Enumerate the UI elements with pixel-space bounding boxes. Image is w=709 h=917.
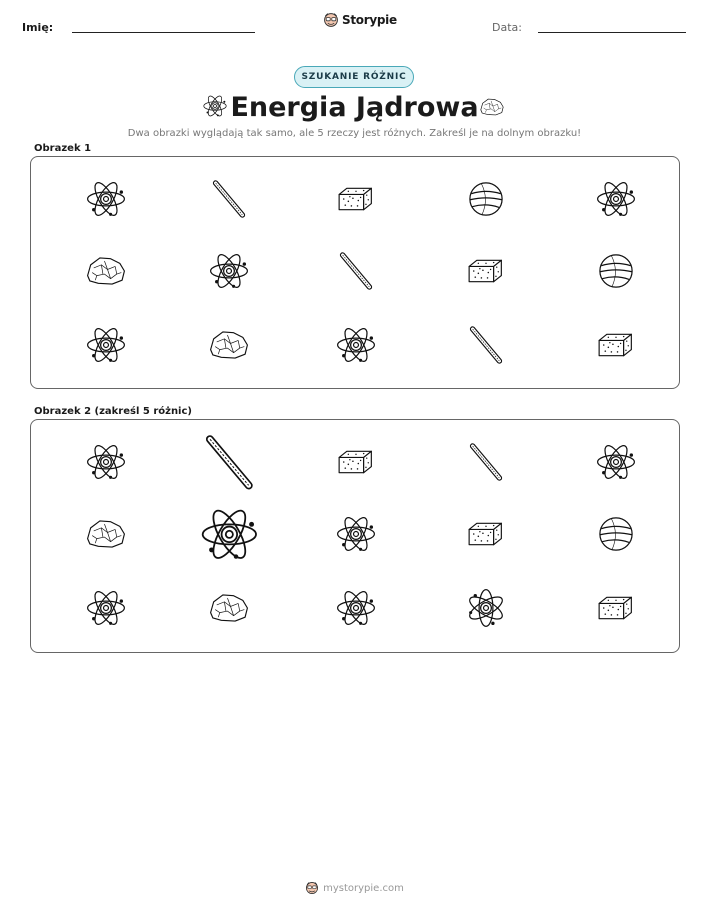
picture2-label: Obrazek 2 (zakreśl 5 różnic) <box>34 406 192 417</box>
sphere-icon <box>593 248 639 294</box>
atom-icon[interactable] <box>593 439 639 485</box>
picture2-panel[interactable] <box>30 419 680 653</box>
brick-icon <box>463 248 509 294</box>
instructions: Dwa obrazki wyglądają tak samo, ale 5 rzeczy jest różnych. Zakreśl je na dolnym obrazku! <box>127 128 582 139</box>
atom-icon[interactable] <box>196 501 263 568</box>
rock-icon <box>477 93 507 121</box>
brand-name: Storypie <box>342 13 397 27</box>
brick-icon <box>333 176 379 222</box>
sphere-icon <box>463 176 509 222</box>
mascot-icon <box>323 12 339 28</box>
mascot-icon <box>305 881 319 895</box>
name-label: Imię: <box>22 21 54 34</box>
atom-icon <box>593 176 639 222</box>
worksheet-type-badge: SZUKANIE RÓŻNIC <box>294 66 414 88</box>
atom-icon[interactable] <box>333 511 379 557</box>
rock-icon <box>83 248 129 294</box>
atom-icon[interactable] <box>83 439 129 485</box>
rock-icon[interactable] <box>83 511 129 557</box>
brick-icon <box>593 322 639 368</box>
atom-icon <box>206 248 252 294</box>
picture1-panel <box>30 156 680 389</box>
footer <box>0 881 709 895</box>
rock-icon[interactable] <box>206 585 252 631</box>
footer-url: mystorypie.com <box>323 882 404 894</box>
brand-logo <box>323 12 397 28</box>
brick-icon[interactable] <box>463 511 509 557</box>
rod-icon <box>463 322 509 368</box>
atom-icon <box>83 176 129 222</box>
rod-icon[interactable] <box>196 429 263 496</box>
sphere-icon[interactable] <box>593 511 639 557</box>
atom-icon <box>333 322 379 368</box>
rock-icon <box>206 322 252 368</box>
brick-icon[interactable] <box>593 585 639 631</box>
picture1-label: Obrazek 1 <box>34 143 92 154</box>
atom-icon <box>83 322 129 368</box>
rod-icon[interactable] <box>463 439 509 485</box>
page-title: Energia Jądrowa <box>230 92 479 123</box>
rod-icon <box>333 248 379 294</box>
date-label: Data: <box>492 21 522 34</box>
name-field[interactable] <box>72 32 255 33</box>
atom-icon[interactable] <box>83 585 129 631</box>
atom-icon[interactable] <box>463 585 509 631</box>
brick-icon[interactable] <box>333 439 379 485</box>
atom-icon[interactable] <box>333 585 379 631</box>
rod-icon <box>206 176 252 222</box>
date-field[interactable] <box>538 32 686 33</box>
